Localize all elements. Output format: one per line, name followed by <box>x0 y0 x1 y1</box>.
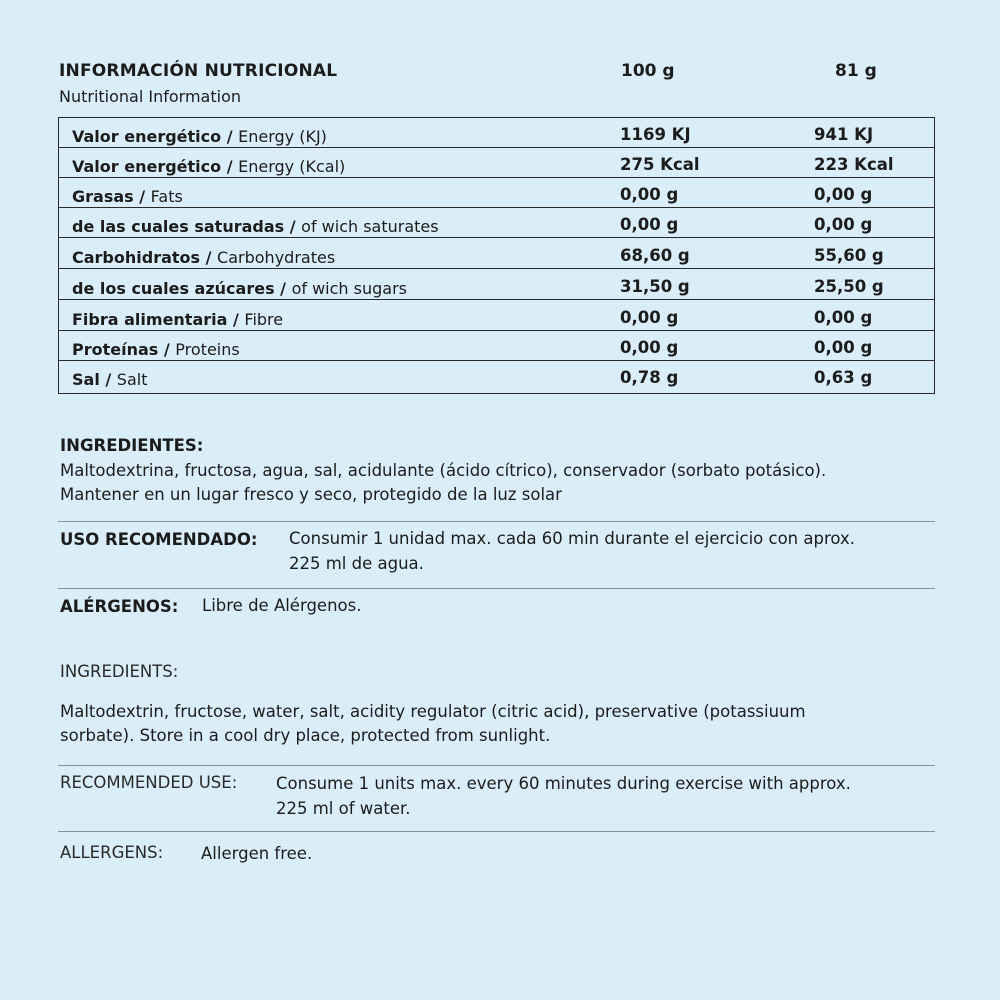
value-100g: 275 Kcal <box>620 155 700 174</box>
row-label: de los cuales azúcares / of wich sugars <box>72 279 407 298</box>
ingredientes-line-2: Mantener en un lugar fresco y seco, protegido de la luz solar <box>60 485 562 504</box>
value-81g: 0,63 g <box>814 368 873 387</box>
uso-recomendado-label: USO RECOMENDADO: <box>60 530 258 549</box>
recommended-use-label: RECOMMENDED USE: <box>60 773 238 792</box>
table-row <box>59 301 934 331</box>
row-label: Proteínas / Proteins <box>72 340 240 359</box>
recommended-use-line-2: 225 ml of water. <box>276 799 411 818</box>
value-81g: 0,00 g <box>814 338 873 357</box>
value-81g: 223 Kcal <box>814 155 894 174</box>
column-header-100g: 100 g <box>621 61 675 81</box>
allergens-label: ALLERGENS: <box>60 843 164 862</box>
value-100g: 1169 KJ <box>620 125 691 144</box>
divider <box>58 588 935 589</box>
ingredients-line-2: sorbate). Store in a cool dry place, protected from sunlight. <box>60 726 551 745</box>
uso-recomendado-line-2: 225 ml de agua. <box>289 554 424 573</box>
value-100g: 68,60 g <box>620 246 690 265</box>
divider <box>58 831 935 832</box>
value-100g: 0,78 g <box>620 368 679 387</box>
column-header-81g: 81 g <box>835 61 877 81</box>
divider <box>58 765 935 766</box>
value-100g: 0,00 g <box>620 338 679 357</box>
alergenos-label: ALÉRGENOS: <box>60 597 179 616</box>
value-81g: 55,60 g <box>814 246 884 265</box>
row-label: Fibra alimentaria / Fibre <box>72 310 284 329</box>
row-label: Carbohidratos / Carbohydrates <box>72 248 336 267</box>
ingredientes-label: INGREDIENTES: <box>60 436 204 455</box>
value-100g: 0,00 g <box>620 215 679 234</box>
ingredients-line-1: Maltodextrin, fructose, water, salt, acidity regulator (citric acid), preservative (potassiuum <box>60 702 806 721</box>
row-label: Valor energético / Energy (KJ) <box>72 127 327 146</box>
value-81g: 25,50 g <box>814 277 884 296</box>
table-row <box>59 361 934 393</box>
value-100g: 0,00 g <box>620 308 679 327</box>
table-row <box>59 148 934 178</box>
uso-recomendado-line-1: Consumir 1 unidad max. cada 60 min durante el ejercicio con aprox. <box>289 529 855 548</box>
value-81g: 0,00 g <box>814 215 873 234</box>
divider <box>58 521 935 522</box>
row-label: Grasas / Fats <box>72 187 183 206</box>
row-label: Sal / Salt <box>72 370 148 389</box>
nutrition-table <box>58 117 935 394</box>
nutrition-title: INFORMACIÓN NUTRICIONAL <box>59 61 338 81</box>
nutrition-subtitle: Nutritional Information <box>59 87 242 106</box>
value-81g: 0,00 g <box>814 308 873 327</box>
ingredientes-line-1: Maltodextrina, fructosa, agua, sal, acidulante (ácido cítrico), conservador (sorbato potásico). <box>60 461 827 480</box>
table-row <box>59 331 934 361</box>
table-row <box>59 118 934 148</box>
row-label: Valor energético / Energy (Kcal) <box>72 157 346 176</box>
table-row <box>59 239 934 269</box>
value-100g: 0,00 g <box>620 185 679 204</box>
value-100g: 31,50 g <box>620 277 690 296</box>
value-81g: 0,00 g <box>814 185 873 204</box>
table-row <box>59 208 934 238</box>
value-81g: 941 KJ <box>814 125 874 144</box>
table-row <box>59 270 934 300</box>
ingredients-label: INGREDIENTS: <box>60 662 179 681</box>
alergenos-text: Libre de Alérgenos. <box>202 596 362 615</box>
recommended-use-line-1: Consume 1 units max. every 60 minutes during exercise with approx. <box>276 774 851 793</box>
row-label: de las cuales saturadas / of wich saturates <box>72 217 439 236</box>
allergens-text: Allergen free. <box>201 844 313 863</box>
table-row <box>59 178 934 208</box>
